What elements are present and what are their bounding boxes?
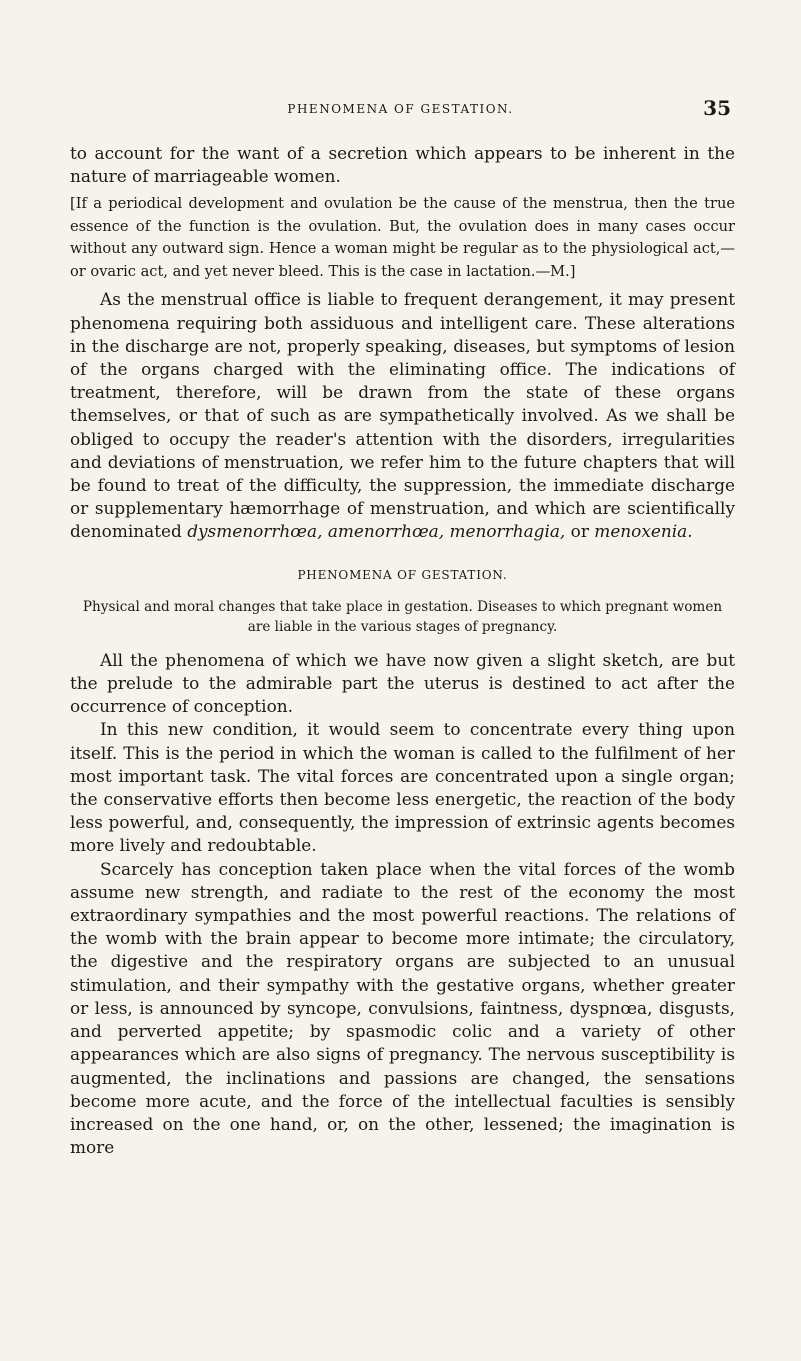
conjunction: or — [570, 521, 589, 542]
paragraph-text: As the menstrual office is liable to frequent derangement, it may present phenomena requiring both assiduous and intelligent care. These alterations in the discharge are not, properly speaking, diseases, but symptoms of lesion of the organs charged with the eliminating office. The indications of treatment, therefore, will be drawn from the state of these organs themselves, or that of such as are sympathetically involved. As we shall be obliged to occupy the reader's attention with the disorders, irregularities and deviations of menstruation, we refer him to the future chapters that will be found to treat of the difficulty, the suppression, the immediate discharge or supplementary hæmorrhage of menstruation, and which are scientifically denominated — [70, 289, 735, 542]
paragraph-menstrual-office — [70, 288, 735, 543]
paragraph-new-condition: In this new condition, it would seem to concentrate every thing upon itself. This is the period in which the woman is called to the fulfilment of her most important task. The vital forces are concentrated upon a single organ; the conservative efforts then become less energetic, the reaction of the body less powerful, and, consequently, the impression of extrinsic agents becomes more lively and redoubtable. — [70, 719, 735, 856]
running-head — [70, 96, 731, 118]
page-number: 35 — [703, 96, 731, 120]
term-menorrhagia: menorrhagia, — [449, 521, 566, 542]
paragraph-all-phenomena: All the phenomena of which we have now given a slight sketch, are but the prelude to the admirable part the uterus is destined to act after the occurrence of conception. — [70, 649, 735, 717]
running-title: PHENOMENA OF GESTATION. — [287, 102, 514, 116]
term-amenorrhoea: amenorrhœa, — [327, 521, 445, 542]
section-title: PHENOMENA OF GESTATION. — [297, 567, 508, 582]
page-body — [70, 142, 735, 1159]
editor-note: [If a periodical development and ovulation be the cause of the menstrua, then the true essence of the function is the ovulation. But, the ovulation does in many cases occur without any outward sign. Hence a woman might be regular as to the physiological act,—or ovaric act, and yet never bleed. This is the case in lactation.—M.] — [70, 195, 735, 280]
paragraph-continued: to account for the want of a secretion which appears to be inherent in the nature of marriageable women. — [70, 143, 735, 187]
term-dysmenorrhoea: dysmenorrhœa, — [187, 521, 323, 542]
paragraph-scarcely: Scarcely has conception taken place when the vital forces of the womb assume new strength, and radiate to the rest of the economy the most extraordinary sympathies and the most powerful reactions. The relations of the womb with the brain appear to become more intimate; the circulatory, the digestive and the respiratory organs are subjected to an unusual stimulation, and their sympathy with the gestative organs, whether greater or less, is announced by syncope, convulsions, faintness, dyspnœa, disgusts, and perverted appetite; by spasmodic colic and a variety of other appearances which are also signs of pregnancy. The nervous susceptibility is augmented, the inclinations and passions are changed, the sensations become more acute, and the force of the intellectual faculties is sensibly increased on the one hand, or, on the other, lessened; the imagination is more — [70, 858, 735, 1158]
term-menoxenia: menoxenia. — [594, 521, 693, 542]
section-summary: Physical and moral changes that take place in gestation. Diseases to which pregnant women are liable in the various stages of pregnancy. — [82, 598, 723, 635]
